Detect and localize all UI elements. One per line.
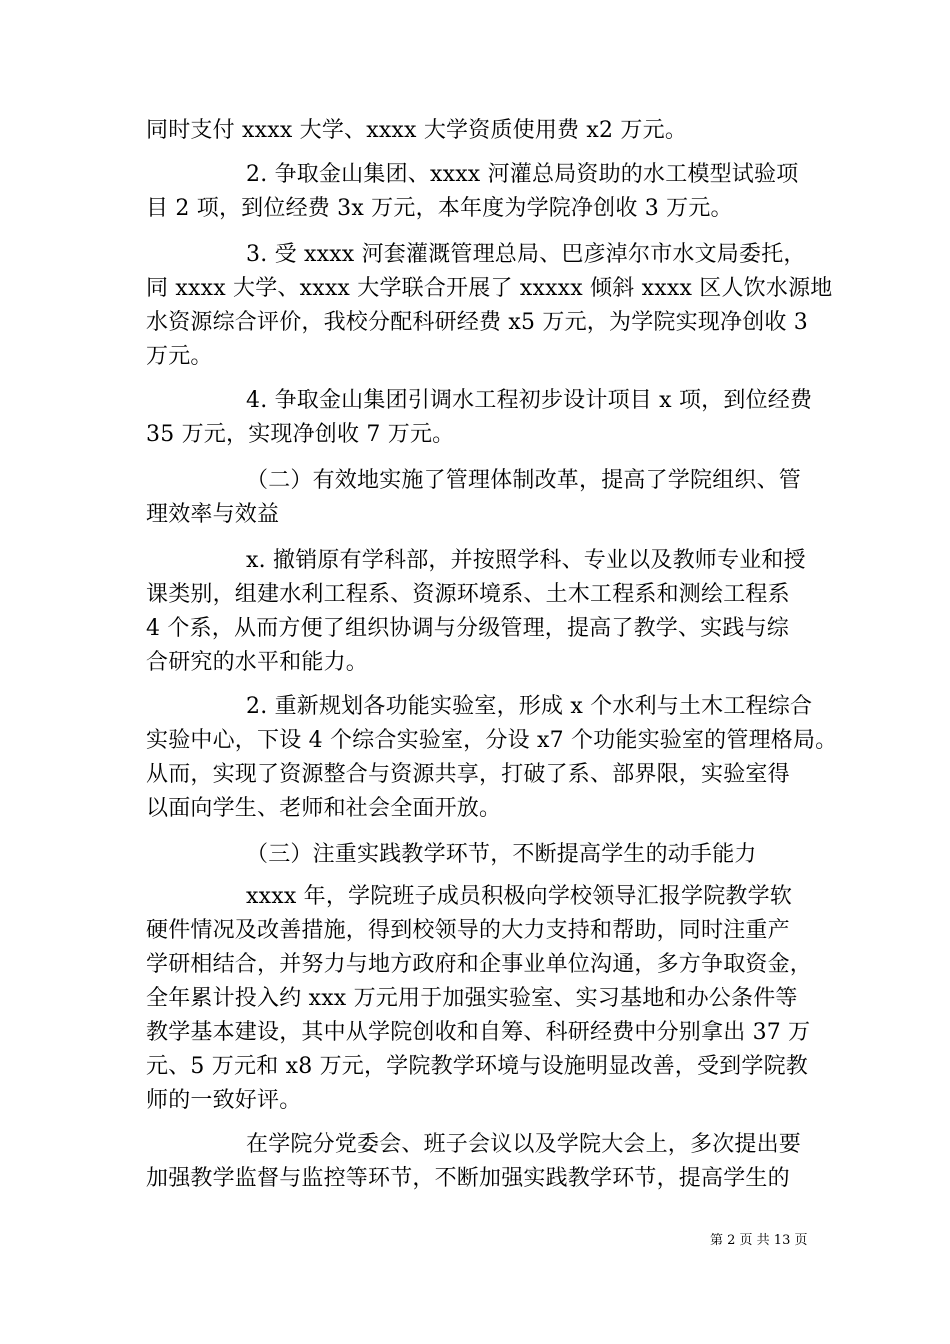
- text-line: xxxx 年，学院班子成员积极向学校领导汇报学院教学软: [246, 884, 793, 909]
- text-line: 4. 争取金山集团引调水工程初步设计项目 x 项，到位经费: [246, 388, 813, 413]
- text-line: 2. 争取金山集团、xxxx 河灌总局资助的水工模型试验项: [246, 162, 799, 187]
- text-line: 3. 受 xxxx 河套灌溉管理总局、巴彦淖尔市水文局委托，: [246, 242, 806, 267]
- text-line: 万元。: [146, 344, 213, 369]
- text-line: 元、5 万元和 x8 万元，学院教学环境与设施明显改善，受到学院教: [146, 1054, 808, 1079]
- text-line: 加强教学监督与监控等环节，不断加强实践教学环节，提高学生的: [146, 1166, 790, 1191]
- text-line: 4 个系，从而方便了组织协调与分级管理，提高了教学、实践与综: [146, 616, 789, 641]
- text-line: 目 2 项，到位经费 3x 万元，本年度为学院净创收 3 万元。: [146, 196, 733, 221]
- text-line: （三）注重实践教学环节，不断提高学生的动手能力: [246, 842, 757, 867]
- text-line: x. 撤销原有学科部，并按照学科、专业以及教师专业和授: [246, 548, 806, 573]
- text-line: 全年累计投入约 xxx 万元用于加强实验室、实习基地和办公条件等: [146, 986, 798, 1011]
- text-line: 同 xxxx 大学、xxxx 大学联合开展了 xxxxx 倾斜 xxxx 区人饮水源地: [146, 276, 833, 301]
- text-line: 合研究的水平和能力。: [146, 650, 369, 675]
- text-line: 教学基本建设，其中从学院创收和自筹、科研经费中分别拿出 37 万: [146, 1020, 811, 1045]
- text-line: 硬件情况及改善措施，得到校领导的大力支持和帮助，同时注重产: [146, 918, 790, 943]
- text-line: 从而，实现了资源整合与资源共享，打破了系、部界限，实验室得: [146, 762, 790, 787]
- text-line: 水资源综合评价，我校分配科研经费 x5 万元，为学院实现净创收 3: [146, 310, 808, 335]
- text-line: 2. 重新规划各功能实验室，形成 x 个水利与土木工程综合: [246, 694, 813, 719]
- text-line: 学研相结合，并努力与地方政府和企事业单位沟通，多方争取资金，: [146, 952, 813, 977]
- text-line: 实验中心，下设 4 个综合实验室，分设 x7 个功能实验室的管理格局。: [146, 728, 838, 753]
- page-footer: 第 2 页 共 13 页: [710, 1233, 808, 1248]
- text-line: 35 万元，实现净创收 7 万元。: [146, 422, 455, 447]
- text-line: 同时支付 xxxx 大学、xxxx 大学资质使用费 x2 万元。: [146, 118, 688, 143]
- text-line: 课类别，组建水利工程系、资源环境系、土木工程系和测绘工程系: [146, 582, 790, 607]
- text-line: 理效率与效益: [146, 502, 280, 527]
- text-line: 以面向学生、老师和社会全面开放。: [146, 796, 502, 821]
- text-line: （二）有效地实施了管理体制改革，提高了学院组织、管: [246, 468, 802, 493]
- text-line: 在学院分党委会、班子会议以及学院大会上，多次提出要: [246, 1132, 802, 1157]
- text-line: 师的一致好评。: [146, 1088, 302, 1113]
